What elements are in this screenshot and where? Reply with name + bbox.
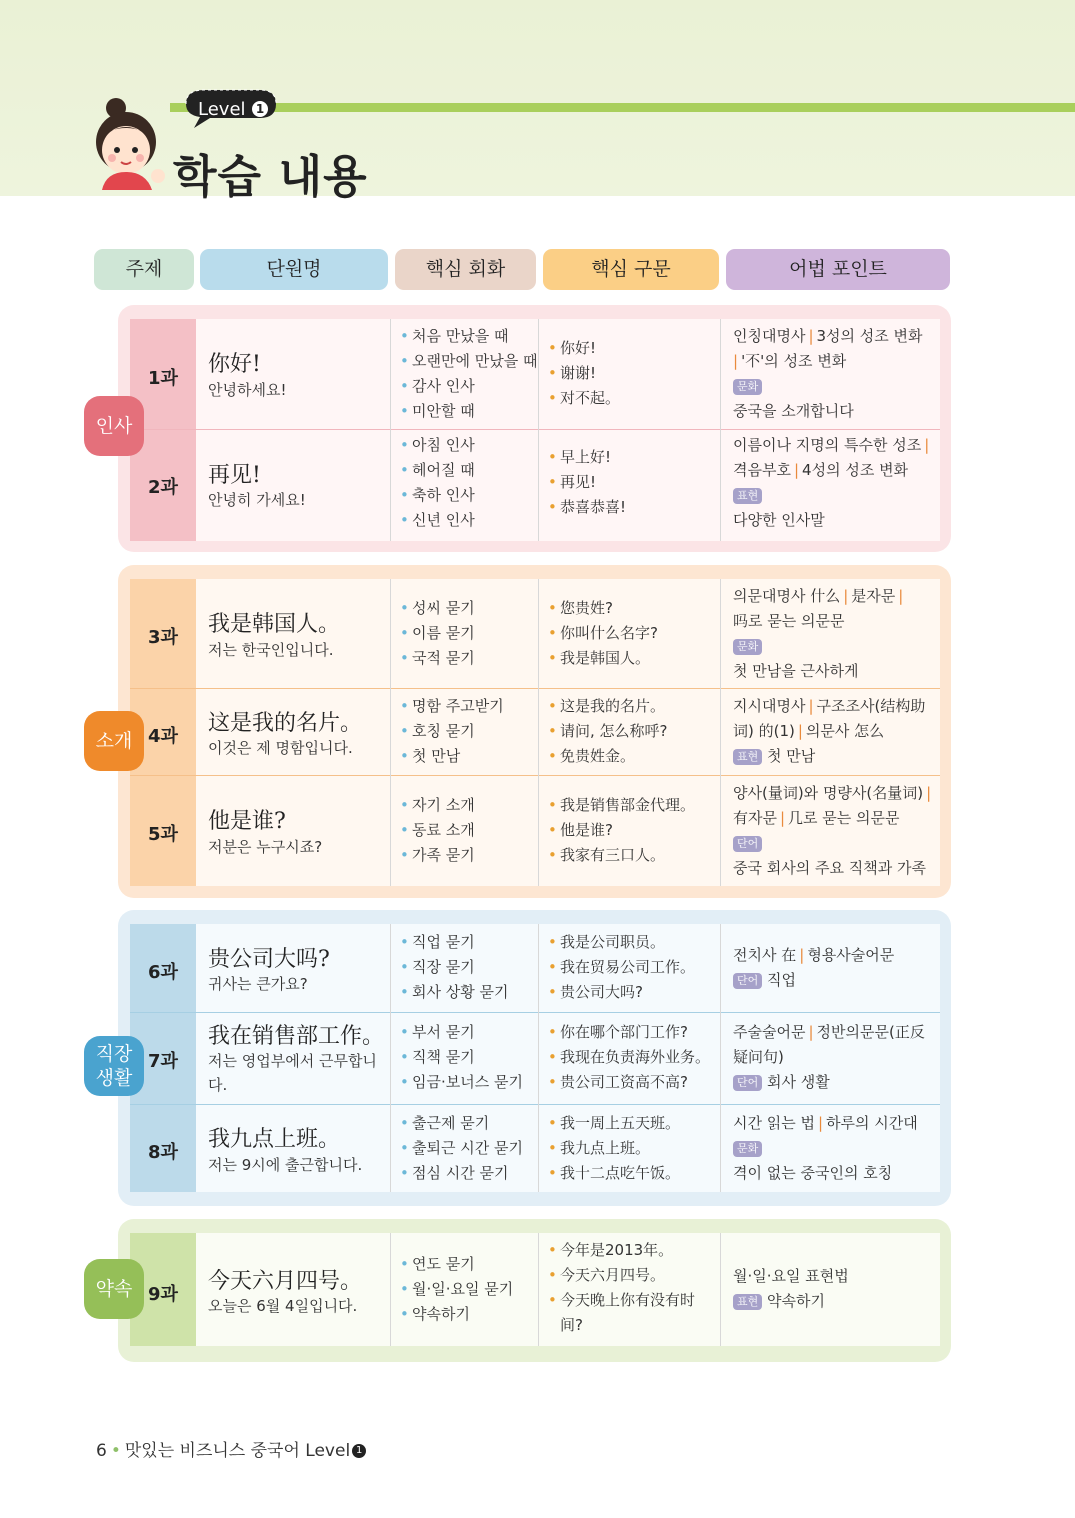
grammar-extra: 첫 만남을 근사하게: [733, 662, 859, 680]
grammar-text: 시간 읽는 법: [733, 1114, 815, 1132]
list-item: • 가족 묻기: [400, 843, 475, 868]
list-item: • 출근제 묻기: [400, 1111, 523, 1136]
separator: |: [808, 327, 814, 345]
grammar-extra: 회사 생활: [767, 1073, 830, 1091]
grammar-text: 하루의 시간대: [826, 1114, 918, 1132]
level-number: 1: [352, 1444, 366, 1458]
separator: |: [793, 461, 800, 479]
column-header-unit: 단원명: [200, 249, 388, 290]
pattern-list: [548, 596, 658, 671]
grammar-text: 격음부호: [733, 461, 791, 479]
grammar-point: [733, 943, 937, 993]
col-divider: [720, 579, 721, 886]
pattern-list: [548, 336, 620, 411]
grammar-text: 有자문: [733, 809, 777, 827]
grammar-text: 인칭대명사: [733, 327, 806, 345]
separator: |: [924, 436, 930, 454]
list-item: • 您贵姓?: [548, 596, 658, 621]
lesson-number: 5과: [148, 824, 178, 845]
category-tag: 단어: [733, 836, 762, 852]
list-item: • 今年是2013年。: [548, 1238, 708, 1263]
lesson-title-zh: 我是韩国人。: [208, 612, 341, 637]
grammar-extra: 격이 없는 중국인의 호칭: [733, 1164, 893, 1182]
separator: |: [799, 946, 805, 964]
list-item: • 처음 만났을 때: [400, 324, 537, 349]
topic-badge-work: 직장 생활: [84, 1036, 144, 1096]
list-item: • 我现在负责海外业务。: [548, 1045, 710, 1070]
list-item: • 약속하기: [400, 1302, 513, 1327]
lesson-title-ko: 저분은 누구시죠?: [208, 838, 323, 856]
list-item: • 我一周上五天班。: [548, 1111, 680, 1136]
grammar-text: 양사(量词)와 명량사(名量词): [733, 784, 924, 802]
col-divider: [720, 924, 721, 1192]
lesson-title-ko: 안녕히 가세요!: [208, 491, 306, 509]
separator: |: [818, 1114, 824, 1132]
lesson-title-zh: 今天六月四号。: [208, 1269, 363, 1294]
lesson-number: 7과: [148, 1051, 178, 1072]
dialogue-list: [400, 1020, 523, 1095]
list-item: • 今天晚上你有没有时间?: [548, 1288, 708, 1338]
lesson-title-ko: 귀사는 큰가요?: [208, 975, 308, 993]
topic-badge-greeting: 인사: [84, 396, 144, 456]
lesson-number: 8과: [148, 1142, 178, 1163]
col-divider: [538, 319, 539, 541]
level-number: 1: [252, 101, 268, 117]
col-divider: [390, 1233, 391, 1346]
list-item: • 他是谁?: [548, 818, 695, 843]
pattern-list: [548, 1111, 680, 1186]
separator: |: [808, 697, 814, 715]
separator: |: [926, 784, 932, 802]
lesson-title-zh: 这是我的名片。: [208, 711, 363, 736]
lesson-title-zh: 我在销售部工作。: [208, 1024, 385, 1049]
grammar-text: 吗로 묻는 의문문: [733, 612, 845, 630]
lesson-title-zh: 贵公司大吗?: [208, 947, 330, 972]
list-item: • 我家有三口人。: [548, 843, 695, 868]
grammar-text: 전치사 在: [733, 946, 797, 964]
separator: |: [779, 809, 786, 827]
list-item: • 请问, 怎么称呼?: [548, 719, 668, 744]
pattern-list: [548, 1238, 708, 1338]
dialogue-list: [400, 324, 537, 424]
grammar-text: '不'의 성조 변화: [741, 352, 847, 370]
list-item: • 免贵姓金。: [548, 744, 668, 769]
header-rule: [170, 103, 1075, 112]
category-tag: 문화: [733, 639, 762, 655]
pattern-list: [548, 1020, 710, 1095]
pattern-list: [548, 930, 695, 1005]
col-divider: [390, 319, 391, 541]
grammar-extra: 다양한 인사말: [733, 511, 825, 529]
grammar-point: [733, 584, 937, 684]
category-tag: 표현: [733, 749, 762, 765]
lesson-title-ko: 저는 9시에 출근합니다.: [208, 1156, 363, 1174]
lesson-title-zh: 再见!: [208, 463, 261, 488]
lesson-title-zh: 你好!: [208, 352, 261, 377]
list-item: • 我九点上班。: [548, 1136, 680, 1161]
separator: |: [797, 722, 803, 740]
column-header-pattern: 핵심 구문: [543, 249, 719, 290]
list-item: • 你叫什么名字?: [548, 621, 658, 646]
col-divider: [720, 319, 721, 541]
list-item: • 직업 묻기: [400, 930, 508, 955]
list-item: • 오랜만에 만났을 때: [400, 349, 537, 374]
list-item: • 성씨 묻기: [400, 596, 475, 621]
grammar-text: 구조조사(结构助词) 的(1): [733, 697, 926, 740]
lesson-title-ko: 이것은 제 명함입니다.: [208, 739, 353, 757]
grammar-extra: 중국 회사의 주요 직책과 가족: [733, 859, 926, 877]
dialogue-list: [400, 694, 504, 769]
separator: |: [843, 587, 849, 605]
grammar-point: [733, 1264, 937, 1314]
list-item: • 今天六月四号。: [548, 1263, 708, 1288]
list-item: • 아침 인사: [400, 433, 475, 458]
grammar-text: 형용사술어문: [807, 946, 895, 964]
grammar-point: [733, 694, 937, 769]
grammar-text: 주술술어문: [733, 1023, 806, 1041]
list-item: • 贵公司大吗?: [548, 980, 695, 1005]
grammar-text: 4성의 성조 변화: [802, 461, 909, 479]
list-item: • 국적 묻기: [400, 646, 475, 671]
grammar-point: [733, 324, 937, 424]
page-number: 6: [96, 1441, 107, 1461]
grammar-text: 几로 묻는 의문문: [788, 809, 900, 827]
pattern-list: [548, 694, 668, 769]
lesson-title-ko: 안녕하세요!: [208, 381, 287, 399]
list-item: • 호칭 묻기: [400, 719, 504, 744]
grammar-extra: 중국을 소개합니다: [733, 402, 854, 420]
category-tag: 표현: [733, 488, 762, 504]
list-item: • 축하 인사: [400, 483, 475, 508]
page-footer: [96, 1436, 366, 1461]
lesson-title-ko: 오늘은 6월 4일입니다.: [208, 1297, 358, 1315]
col-divider: [538, 579, 539, 886]
dialogue-list: [400, 793, 475, 868]
grammar-point: [733, 781, 937, 881]
list-item: • 미안할 때: [400, 399, 537, 424]
list-item: • 我是销售部金代理。: [548, 793, 695, 818]
category-tag: 단어: [733, 973, 762, 989]
pattern-list: [548, 793, 695, 868]
list-item: • 贵公司工资高不高?: [548, 1070, 710, 1095]
grammar-point: [733, 1020, 937, 1095]
col-divider: [390, 579, 391, 886]
girl-mascot-icon: [86, 98, 176, 190]
lesson-title-zh: 他是谁?: [208, 809, 286, 834]
category-tag: 표현: [733, 1294, 762, 1310]
pattern-list: [548, 445, 626, 520]
list-item: • 직장 묻기: [400, 955, 508, 980]
list-item: • 신년 인사: [400, 508, 475, 533]
lesson-title-ko: 저는 영업부에서 근무합니다.: [208, 1052, 377, 1094]
category-tag: 문화: [733, 379, 762, 395]
lesson-number: 3과: [148, 627, 178, 648]
row-divider: [130, 1104, 940, 1105]
grammar-extra: 약속하기: [767, 1292, 826, 1310]
list-item: • 对不起。: [548, 386, 620, 411]
list-item: • 我是公司职员。: [548, 930, 695, 955]
category-tag: 단어: [733, 1075, 762, 1091]
col-divider: [538, 1233, 539, 1346]
row-divider: [130, 775, 940, 776]
list-item: • 임금·보너스 묻기: [400, 1070, 523, 1095]
dialogue-list: [400, 433, 475, 533]
list-item: • 직책 묻기: [400, 1045, 523, 1070]
column-header-dialogue: 핵심 회화: [395, 249, 536, 290]
row-divider: [130, 429, 940, 430]
separator: |: [733, 352, 739, 370]
grammar-text: 정반의문문(正反疑问句): [733, 1023, 925, 1066]
lesson-number: 2과: [148, 477, 178, 498]
list-item: • 我十二点吃午饭。: [548, 1161, 680, 1186]
lesson-number: 9과: [148, 1284, 178, 1305]
list-item: • 我是韩国人。: [548, 646, 658, 671]
list-item: • 你好!: [548, 336, 620, 361]
grammar-text: 3성의 성조 변화: [816, 327, 923, 345]
list-item: • 회사 상황 묻기: [400, 980, 508, 1005]
grammar-extra: 직업: [767, 971, 797, 989]
list-item: • 你在哪个部门工作?: [548, 1020, 710, 1045]
lesson-number: 4과: [148, 726, 178, 747]
grammar-text: 是자문: [851, 587, 896, 605]
grammar-text: 월·일·요일 표현법: [733, 1267, 849, 1285]
level-label: Level: [198, 99, 246, 120]
grammar-point: [733, 433, 937, 533]
dialogue-list: [400, 596, 475, 671]
lesson-title-ko: 저는 한국인입니다.: [208, 641, 334, 659]
separator: |: [808, 1023, 814, 1041]
topic-badge-intro: 소개: [84, 711, 144, 771]
list-item: • 헤어질 때: [400, 458, 475, 483]
list-item: • 早上好!: [548, 445, 626, 470]
grammar-extra: 첫 만남: [767, 747, 816, 765]
separator: |: [898, 587, 904, 605]
list-item: • 恭喜恭喜!: [548, 495, 626, 520]
column-header-grammar: 어법 포인트: [726, 249, 950, 290]
list-item: • 출퇴근 시간 묻기: [400, 1136, 523, 1161]
dialogue-list: [400, 930, 508, 1005]
lesson-number: 1과: [148, 368, 178, 389]
page-title: 학습 내용: [173, 150, 368, 203]
grammar-text: 의문사 怎么: [805, 722, 885, 740]
category-tag: 문화: [733, 1141, 762, 1157]
list-item: • 동료 소개: [400, 818, 475, 843]
topic-badge-promise: 약속: [84, 1259, 144, 1319]
col-divider: [390, 924, 391, 1192]
list-item: • 월·일·요일 묻기: [400, 1277, 513, 1302]
dialogue-list: [400, 1252, 513, 1327]
col-divider: [720, 1233, 721, 1346]
row-divider: [130, 688, 940, 689]
list-item: • 명함 주고받기: [400, 694, 504, 719]
col-divider: [538, 924, 539, 1192]
list-item: • 谢谢!: [548, 361, 620, 386]
list-item: • 연도 묻기: [400, 1252, 513, 1277]
grammar-text: 의문대명사 什么: [733, 587, 841, 605]
list-item: • 감사 인사: [400, 374, 537, 399]
grammar-text: 지시대명사: [733, 697, 806, 715]
book-title: 맛있는 비즈니스 중국어 Level: [124, 1441, 351, 1461]
list-item: • 我在贸易公司工作。: [548, 955, 695, 980]
list-item: • 점심 시간 묻기: [400, 1161, 523, 1186]
row-divider: [130, 1012, 940, 1013]
lesson-number: 6과: [148, 962, 178, 983]
grammar-text: 이름이나 지명의 특수한 성조: [733, 436, 922, 454]
list-item: • 再见!: [548, 470, 626, 495]
list-item: • 이름 묻기: [400, 621, 475, 646]
bullet-icon: •: [110, 1441, 121, 1461]
list-item: • 这是我的名片。: [548, 694, 668, 719]
column-header-topic: 주제: [94, 249, 194, 290]
lesson-title-zh: 我九点上班。: [208, 1127, 341, 1152]
list-item: • 자기 소개: [400, 793, 475, 818]
list-item: • 부서 묻기: [400, 1020, 523, 1045]
list-item: • 첫 만남: [400, 744, 504, 769]
grammar-point: [733, 1111, 937, 1186]
dialogue-list: [400, 1111, 523, 1186]
